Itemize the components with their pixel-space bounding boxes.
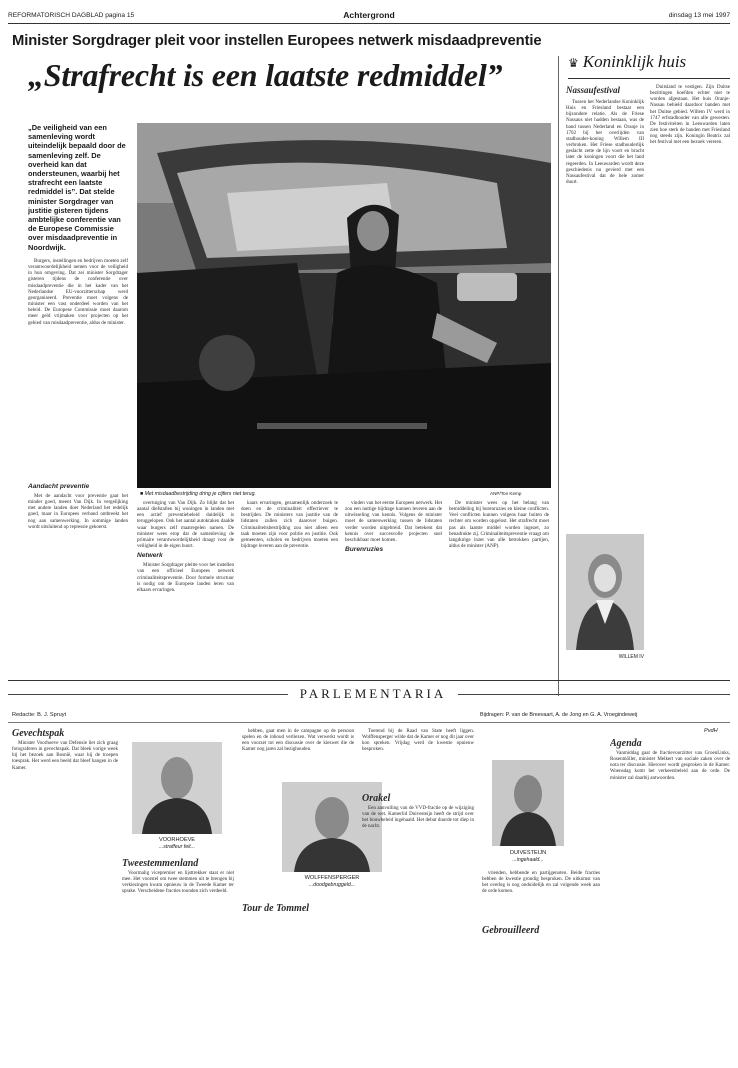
crown-icon: ♛ [568, 56, 579, 70]
article-col-1 [28, 258, 128, 478]
duivesteijn-subcaption: ...ingehaald... [512, 857, 544, 863]
parl-col5-text: Een aanvulling van de VVD-fractie op de wijziging van de wet. Kamerlid Duivesteijn heeft de strijd over het bouwbeleid ingehaald. Het debat duurde tot diep in de nacht. [362, 804, 474, 830]
subhead-burenruzies: Burenruzies [345, 546, 384, 554]
article-col2b-text: Minister Sorgdrager pleitte voor het instellen van een officieel Europees netwerk criminaliteitspreventie. Door formele structuur is nodig om de Europese landen leren van elkaars ervaringen. [137, 562, 234, 593]
subhead-aandacht: Aandacht preventie [28, 483, 90, 490]
photo-caption [140, 491, 440, 497]
orakel-heading: Orakel [362, 792, 391, 804]
parl-col-1 [12, 728, 118, 1058]
parl-col4-text: Toerend bij de Raad van State heeft liggen. Wolffensperger wilde dat de Kamer er nog dit jaar over kon spreken. Vrijdag werd de kwestie opnieuw besproken. [362, 728, 474, 753]
article-kicker: Minister Sorgdrager pleit voor instellen Europees netwerk misdaadpreventie [12, 33, 542, 49]
wolffensperger-caption: WOLFFENSPERGER [304, 875, 360, 881]
parlementaria-banner [8, 684, 730, 706]
koninklijk-col1-text: Tussen het Nederlandse Koninklijk Huis en Friesland bestaat een bijzondere relatie. Als de Friese Nassaus niet hadden bestaan, was de band tussen Nederland en Oranje in 1702 bij het overlijden van stadhouder-koning Willem III verbroken. Het Friese stadhouderlijk geslacht zette de lijn voort en bracht later de koningen voort die het land regeerden. In Leeuwarden wordt deze geschiedenis nu gevierd met een Nassaufestival dat de hele zomer duurt. [566, 99, 644, 186]
duivesteijn-photo [492, 760, 564, 846]
article-col5-text: De minister wees op het belang van bemiddeling bij burenruzies en kleine conflicten. Veel conflicten kunnen volgens haar buiten de rechter om worden opgelost. Het strafrecht moet pas als laatste middel worden ingezet, zo benadrukte zij. Criminaliteitspreventie vraagt om langdurige inzet van alle betrokken partijen, aldus de minister (ANP). [449, 500, 549, 550]
photo-credit: ANP/Ton Kemp [490, 491, 522, 496]
wolffensperger-subcaption: ...doodgebruggeld... [308, 882, 356, 888]
parl-col-4 [362, 728, 474, 1058]
article-lead: „De veiligheid van een samenleving wordt uiteindelijk bepaald door de samenleving zelf. De overheid kan dat ondersteunen, waarbij het strafrecht een laatste redmiddel is”. Dat stelde minister Sorgdrager van justitie gisteren tijdens ambtelijke conferentie van de Europese Commissie over misdaadpreventie in Noordwijk. [28, 123, 126, 252]
article-col3-text: kaars ervaringen, gezamenlijk onderzoek te doen en de criminaliteit effectiever te bestrijden. De ministers van justitie van de lidstaten zullen zich daarover buigen. Criminaliteitsbestrijding zou niet alleen een taak moeten zijn voor politie en justitie. Ook gemeenten, scholen en bedrijven moeten een bijdrage leveren aan de preventie. [241, 500, 338, 550]
parlementaria-rule [8, 722, 730, 723]
section-rule [8, 680, 730, 681]
tweestemmenland-heading: Tweestemmenland [122, 858, 199, 869]
header-rule [8, 23, 730, 24]
parl-col6-text: vrienden, hebbende en partijgenoten. Beide fracties hebben de kwestie grondig besproken. De uitkomst van het overleg is nog onduidelijk en zal volgende week aan de orde komen. [482, 870, 600, 895]
article-col-2 [137, 500, 234, 666]
voorhoeve-caption: VOORHOEVE [158, 837, 196, 843]
parl-col-6 [610, 738, 730, 1058]
subhead-netwerk: Netwerk [137, 552, 163, 560]
parl-col3-text: hebben, gaat men in de campagne op de persoon spelen en de inhoud verliezen. Wat verwerkt wordt is een voorzet tot een discussie over de kieswet die de Kamer nog jaren zal bezighouden. [242, 728, 354, 753]
parlementaria-title: PARLEMENTARIA [299, 686, 447, 701]
article-col-5 [449, 500, 549, 666]
redactie: Redactie: B. J. Spruyt [12, 712, 67, 718]
article-col2-text: overtuiging van Van Dijk. Zo blijkt dat het aantal diefstallen bij woningen in landen met een actief preventiebeleid duidelijk is teruggelopen. Ook het aantal autokraken daalde waar burgers zelf maatregelen namen. De minister wees erop dat de samenleving de primaire verantwoordelijkheid draagt voor de veiligheid in de eigen buurt. [137, 500, 234, 550]
car-photo-illustration [137, 123, 551, 488]
koninklijk-huis-title [568, 52, 730, 79]
parl-col-5 [482, 870, 600, 1058]
parl-col-3 [242, 728, 354, 1058]
article-col-4 [345, 500, 442, 666]
article-col-1b [28, 480, 128, 666]
parl-col-2 [122, 858, 234, 1058]
koninklijk-col-1 [566, 84, 644, 514]
gevechtspak-heading: Gevechtspak [12, 728, 65, 739]
caption-bullet-icon: ■ [140, 491, 144, 497]
bijdragen: Bijdragen: P. van de Breevaart, A. de Jong en G. A. Vroegindeweij [480, 712, 638, 718]
duivesteijn-illustration [492, 760, 564, 846]
koninklijk-divider [558, 56, 559, 696]
running-header-section: Achtergrond [343, 10, 395, 20]
article-photo [137, 123, 551, 488]
willem-iv-portrait [566, 534, 644, 650]
nassaufestival-heading: Nassaufestival [566, 85, 620, 95]
gebrouilleerd-heading: Gebrouilleerd [482, 924, 540, 936]
article-col1-text: Burgers, instellingen en bedrijven moeten zelf verantwoordelijkheid nemen voor de veiligheid in hun omgeving. Dat zei minister Sorgdrager gisteren tijdens de conferentie over misdaadpreventie die in het kader van het Nederlandse EU-voorzitterschap werd georganiseerd. Preventie moet volgens de minister een vast onderdeel worden van het beleid. De Europese Commissie moet daarom meer geld vrijmaken voor projecten op het gebied van misdaadpreventie, aldus de minister. [28, 258, 128, 326]
koninklijk-title-text: Koninklijk huis [582, 52, 687, 71]
voorhoeve-subcaption: ...straffeur feit... [158, 844, 196, 850]
article-headline: „Strafrecht is een laatste redmiddel” [28, 57, 503, 93]
koninklijk-col-2 [650, 84, 730, 684]
pvdh-signoff: PvdH [704, 728, 718, 734]
voorhoeve-photo [132, 742, 222, 834]
photo-caption-text: Met misdaadbestrijding dring je cijfers niet terug. [144, 491, 256, 497]
parl-col2-text: Voormalig vicepremier en lijsttrekker staat er niet mee. Het voorstel om twee stemmen uit te brengen bij verkiezingen kwam opnieuw in de Tweede Kamer ter sprake. Verscheidene fracties toonden zich verdeeld. [122, 870, 234, 895]
parl-col1-text: Minister Voorhoeve van Defensie liet zich graag fotograferen in gevechtspak. Dat bleek vorige week bij het bezoek aan Bosnië, waar hij de troepen toesprak. Het werd een beeld dat bleef hangen in de Kamer. [12, 740, 118, 771]
running-header-left: REFORMATORISCH DAGBLAD pagina 15 [8, 12, 135, 19]
portrait-caption: WILLEM IV [618, 654, 644, 660]
article-col4-text: vinden van het eerste Europees netwerk. Het zou een nuttige bijdrage kunnen leveren aan de uitwisseling van kennis. Volgens de minister moet de samenwerking tussen de lidstaten verder worden uitgebreid. Dat betekent dat kennis over succesvolle projecten snel beschikbaar moet komen. [345, 500, 442, 543]
tour-heading: Tour de Tommel [242, 902, 310, 914]
agenda-heading: Agenda [610, 738, 642, 749]
voorhoeve-illustration [132, 742, 222, 834]
parl-col7-text: Vanmiddag gaat de fractievoorzitter van GroenLinks, Rosenmöller, minister Melkert van sociale zaken over de nota ter discussie. Hierover wordt gesproken in de Kamer. Woensdag komt het verkeersbeleid aan de orde. De minister zal daarbij antwoorden. [610, 750, 730, 781]
portrait-illustration [566, 534, 644, 650]
article-col1b-text: Met de aandacht voor preventie gaat het minder goed, meent Van Dijk. In vergelijking met andere landen doet Nederland het redelijk goed, maar in Europees verband ontbreekt het nog aan samenwerking. In sommige landen wordt uitsluitend op repressie gekoerst. [28, 493, 128, 530]
duivesteijn-caption: DUIVESTEIJN [509, 850, 547, 856]
article-col-3 [241, 500, 338, 666]
banner-box [288, 684, 458, 704]
koninklijk-col2-text: Duitsland te vestigen. Zijn Duitse bezittingen hoefden echter niet te worden afgestaan. Het huis Oranje-Nassau behield daardoor banden met het Duitse gebied. Willem IV werd in 1747 erfstadhouder van alle gewesten. De festiviteiten in Leeuwarden laten zien hoe sterk de banden met Friesland nog steeds zijn. Koningin Beatrix zal het festival met een bezoek vereren. [650, 84, 730, 146]
running-header-date: dinsdag 13 mei 1997 [668, 12, 730, 19]
